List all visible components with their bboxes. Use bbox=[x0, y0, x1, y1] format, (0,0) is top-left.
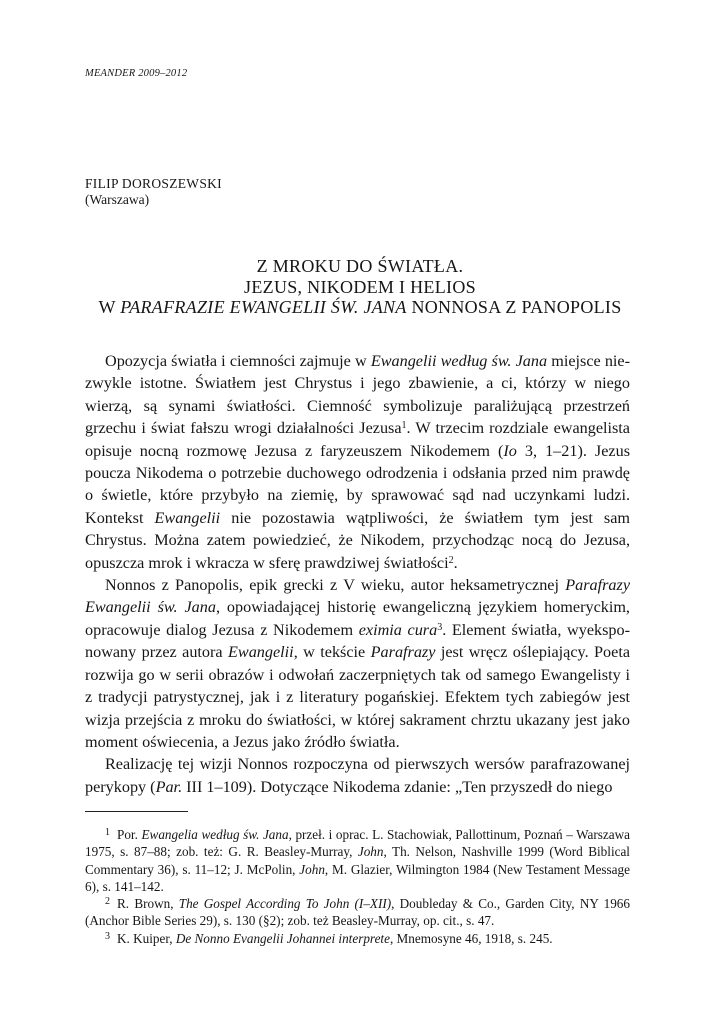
author-name: FILIP DOROSZEWSKI bbox=[85, 176, 222, 191]
paragraph-1: Opozycja światła i ciemności zajmuje w Ewangelii według św. Jana miejsce niezwykle istotne. Światłem jest Chrystus i jego zbawienie, a ci, którzy w niego wierzą, są synami światłości. Ciemność symbolizuje paraliżującą przestrzeń grzechu i świat fałszu wrogi działalności Jezusa$^1$. W trzecim rozdziale ewangelista opisuje nocną rozmowę Jezusa z faryzeuszem Nikodemem (Io 3, 1–21). Jezus poucza Nikodema o potrzebie duchowego odrodzenia i odsłania przed nim prawdę o świetle, które przybyło na ziemię, by sprawować sąd nad uczynkami ludzi. Kontekst Ewangelii nie pozostawia wątpliwości, że światłem tym jest sam Chrystus. Można zatem powiedzieć, że Nikodem, przychodząc nocą do Jezusa, opuszcza mrok i wkracza w sferę prawdziwej światłości$^2$. bbox=[85, 352, 631, 572]
author-block bbox=[85, 176, 222, 208]
article-body bbox=[85, 350, 630, 798]
title-line-3-prefix: W bbox=[98, 297, 121, 317]
footnote-number: 2 bbox=[105, 896, 110, 908]
journal-header: MEANDER 2009–2012 bbox=[85, 68, 188, 79]
footnote-1: $^1$ Por. Ewangelia według św. Jana, przeł. i oprac. L. Stachowiak, Pallottinum, Poznań – Warszawa 1975, s. 87–88; zob. też: G. R. Beasley-Murray, John, Th. Nelson, Nashville 1999 (Word Biblical Commentary 36), s. 11–12; J. McPolin, John, M. Glazier, Wilmington 1984 (New Testament Message 6), s. 141–142. bbox=[85, 827, 630, 894]
footnote-ref-3[interactable]: 3 bbox=[437, 621, 443, 633]
footnote-number: 3 bbox=[105, 930, 110, 942]
footnote-2: $^2$ R. Brown, The Gospel According To John (I–XII), Doubleday & Co., Garden City, NY 1966 (Anchor Bible Series 29), s. 130 (§2); zob. też Beasley-Murray, op. cit., s. 47. bbox=[85, 896, 630, 929]
title-line-3-suffix: NONNOSA Z PANOPOLIS bbox=[406, 297, 622, 317]
title-line-3 bbox=[60, 297, 660, 318]
paragraph-3: Realizację tej wizji Nonnos rozpoczyna od pierwszych wersów parafrazowanej perykopy (Par. III 1–109). Dotyczące Nikodema zdanie: „Ten przyszedł do niego bbox=[85, 755, 630, 796]
author-affiliation: (Warszawa) bbox=[85, 192, 150, 207]
footnote-ref-2[interactable]: 2 bbox=[448, 554, 454, 566]
title-line-1: Z MROKU DO ŚWIATŁA. bbox=[256, 256, 464, 276]
footnote-number: 1 bbox=[105, 827, 110, 838]
article-title bbox=[60, 256, 660, 318]
footnote-ref-1[interactable]: 1 bbox=[401, 420, 407, 432]
title-line-3-italic: PARAFRAZIE EWANGELII ŚW. JANA bbox=[120, 297, 407, 317]
footnote-divider bbox=[85, 811, 188, 812]
footnotes bbox=[85, 826, 630, 947]
paragraph-2: Nonnos z Panopolis, epik grecki z V wieku, autor heksametrycznej Parafrazy Ewangelii św. Jana, opowiadającej historię ewangeliczną językiem homeryckim, opracowuje dialog Jezusa z Nikodemem eximia cura$^3$. Element światła, wyeksponowany przez autora Ewangelii, w tekście Parafrazy jest wręcz oślepiający. Poeta rozwija go w serii obrazów i odwołań zaczerpniętych tak od samego Ewangelisty i z tradycji patrystycznej, jak i z literatury pogańskiej. Efektem tych zabiegów jest wizja przejścia z mroku do światłości, w której sakrament chrztu ukazany jest jako moment oświecenia, a Jezus jako źródło światła. bbox=[85, 576, 631, 751]
footnote-3: $^3$ K. Kuiper, De Nonno Evangelii Johannei interprete, Mnemosyne 46, 1918, s. 245. bbox=[105, 930, 553, 946]
title-line-2: JEZUS, NIKODEM I HELIOS bbox=[244, 276, 476, 297]
